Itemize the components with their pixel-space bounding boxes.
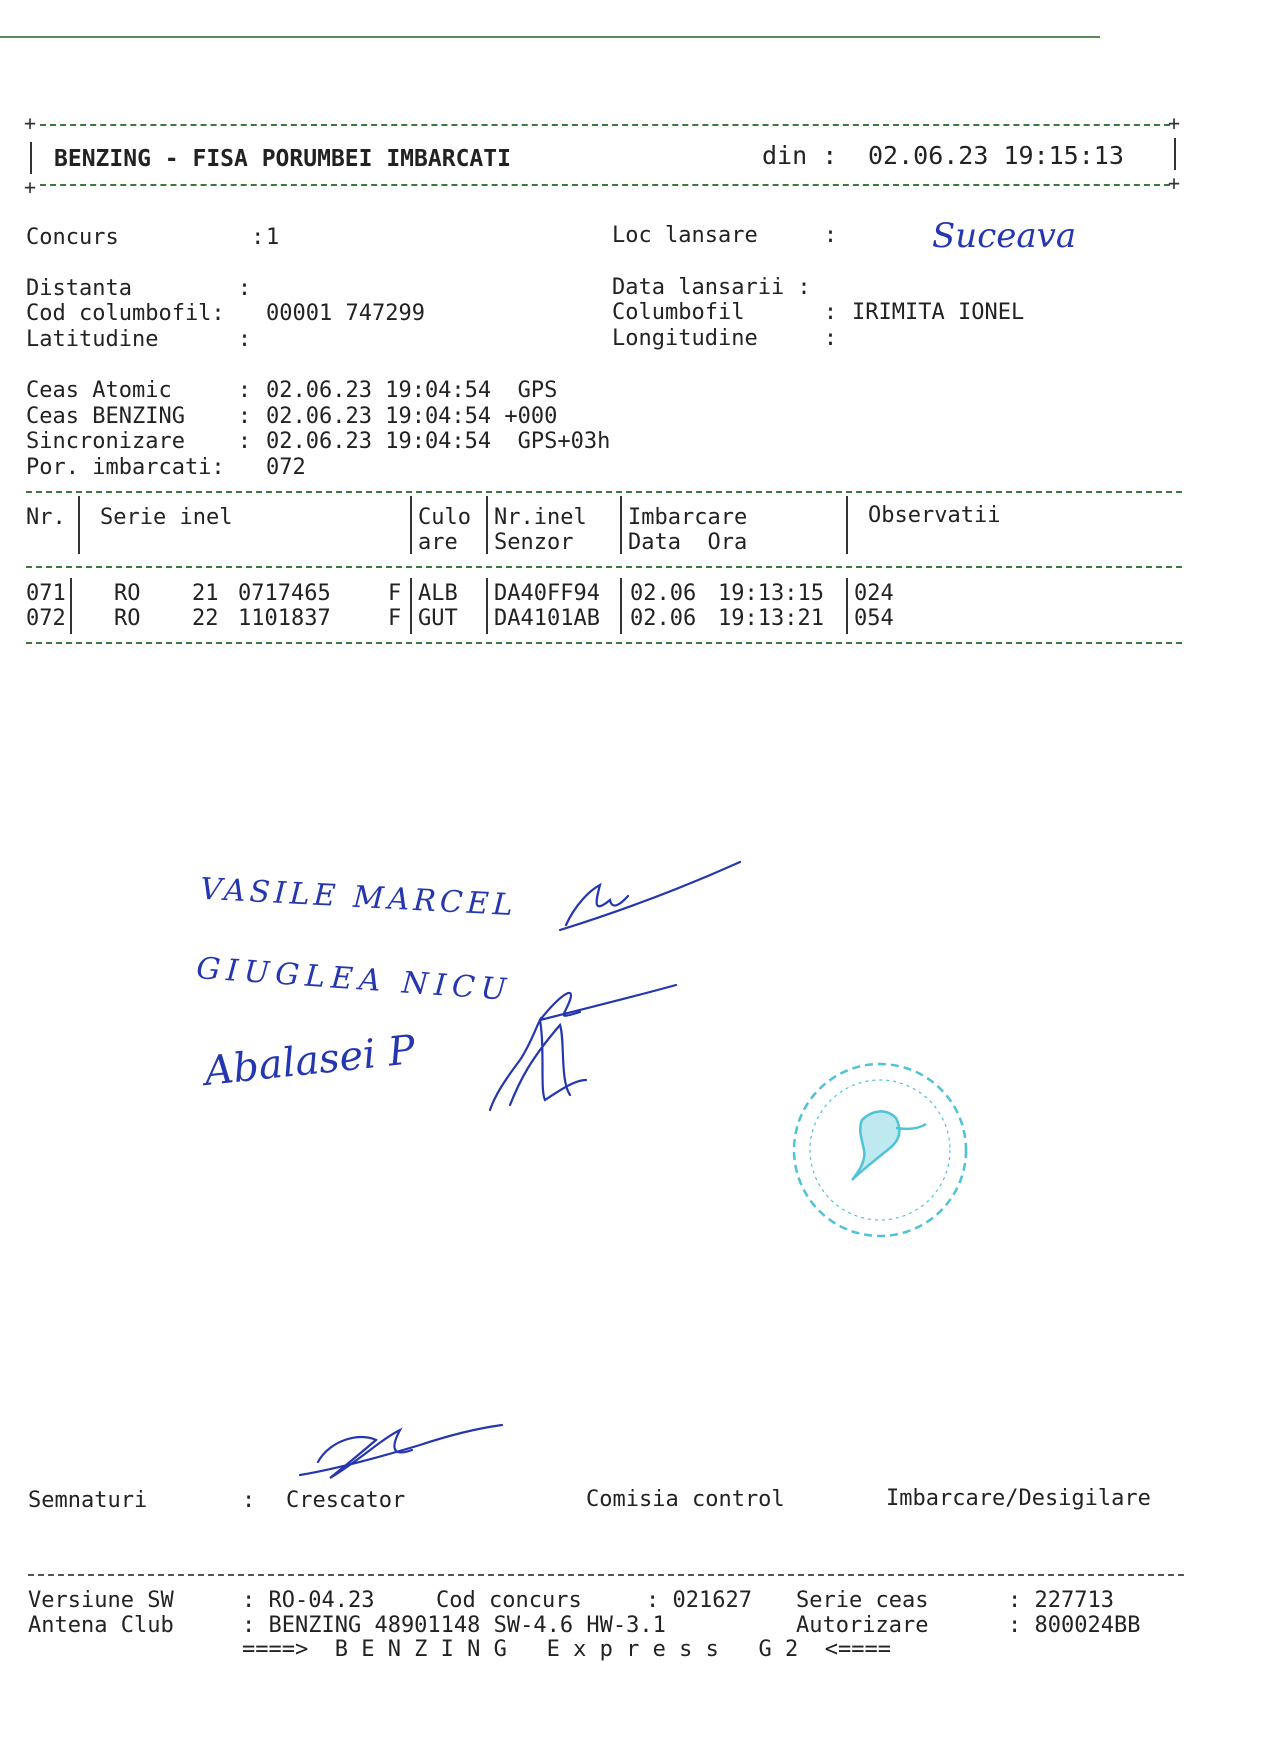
form-title: BENZING - FISA PORUMBEI IMBARCATI	[54, 146, 511, 172]
stamp-mark	[794, 1064, 966, 1236]
clock-label: Por. imbarcati:	[26, 455, 225, 480]
cell-sex: F	[388, 606, 402, 631]
imbarcare-desigilare-label: Imbarcare/Desigilare	[886, 1486, 1151, 1511]
th-serie-inel: Serie inel	[100, 505, 233, 530]
data-lansarii-label: Data lansarii :	[612, 275, 811, 300]
th-nr: Nr.	[26, 505, 66, 530]
antena-value: : BENZING 48901148 SW-4.6 HW-3.1	[242, 1613, 666, 1638]
cell-sensor: DA4101AB	[494, 606, 600, 631]
cod-columbofil-label: Cod columbofil:	[26, 301, 225, 326]
header-datetime: 02.06.23 19:15:13	[868, 141, 1124, 170]
th-imbarcare: Imbarcare	[628, 505, 748, 530]
cell-date: 02.06	[630, 606, 697, 631]
clock-value: 02.06.23 19:04:54 GPS	[266, 378, 558, 403]
crescator-label: Crescator	[286, 1488, 406, 1513]
cell-sensor: DA40FF94	[494, 581, 600, 606]
clock-label: Sincronizare :	[26, 429, 252, 454]
cod-concurs-label: Cod concurs	[436, 1588, 582, 1613]
clock-value: 072	[266, 455, 306, 480]
cell-ring: 1101837	[238, 606, 331, 631]
corner-mark: +	[1168, 171, 1181, 195]
cell-year: 21	[192, 581, 219, 606]
th-culoare-2: are	[418, 530, 458, 555]
serie-ceas-value: : 227713	[1008, 1588, 1114, 1613]
semnaturi-label: Semnaturi	[28, 1488, 148, 1513]
din-label: din :	[762, 141, 838, 170]
semnaturi-colon: :	[242, 1488, 256, 1513]
antena-label: Antena Club	[28, 1613, 174, 1638]
versiune-value: : RO-04.23	[242, 1588, 375, 1613]
corner-mark: +	[24, 111, 37, 135]
cell-sex: F	[388, 581, 402, 606]
th-observatii: Observatii	[868, 503, 1001, 528]
corner-mark: +	[24, 175, 37, 199]
cell-color: ALB	[418, 581, 458, 606]
cell-obs: 054	[854, 606, 894, 631]
cell-country: RO	[114, 606, 141, 631]
th-senzor: Senzor	[494, 530, 574, 555]
loc-lansare-value: Suceava	[932, 216, 1077, 256]
signature-stroke	[540, 985, 676, 1020]
cod-columbofil-value: 00001 747299	[266, 301, 425, 326]
columbofil-label: Columbofil :	[612, 300, 838, 325]
columbofil-value: IRIMITA IONEL	[852, 300, 1025, 325]
cell-nr: 071	[26, 581, 66, 606]
longitudine-label: Longitudine :	[612, 326, 838, 351]
cell-country: RO	[114, 581, 141, 606]
concurs-label: Concurs :	[26, 225, 265, 250]
signature-stroke	[560, 862, 740, 930]
serie-ceas-label: Serie ceas	[796, 1588, 929, 1613]
latitudine-label: Latitudine :	[26, 327, 252, 352]
footer-banner: ====> B E N Z I N G E x p r e s s G 2 <====	[242, 1637, 892, 1662]
clock-value: 02.06.23 19:04:54 +000	[266, 404, 558, 429]
cod-concurs-value: : 021627	[646, 1588, 752, 1613]
comisia-control-label: Comisia control	[586, 1487, 785, 1512]
autorizare-value: : 800024BB	[1008, 1613, 1141, 1638]
handwritten-name: Abalasei P	[202, 1027, 418, 1095]
concurs-value: 1	[266, 225, 280, 250]
cell-time: 19:13:15	[718, 581, 824, 606]
cell-nr: 072	[26, 606, 66, 631]
th-data-ora: Data Ora	[628, 530, 748, 555]
clock-value: 02.06.23 19:04:54 GPS+03h	[266, 429, 611, 454]
cell-date: 02.06	[630, 581, 697, 606]
cell-year: 22	[192, 606, 219, 631]
cell-ring: 0717465	[238, 581, 331, 606]
loc-lansare-label: Loc lansare :	[612, 223, 838, 248]
footer-rule	[28, 1574, 1184, 1576]
cell-obs: 024	[854, 581, 894, 606]
clock-label: Ceas Atomic :	[26, 378, 252, 403]
cell-color: GUT	[418, 606, 458, 631]
th-culoare: Culo	[418, 505, 471, 530]
signature-stroke	[300, 1425, 502, 1478]
autorizare-label: Autorizare	[796, 1613, 929, 1638]
versiune-label: Versiune SW	[28, 1588, 174, 1613]
corner-mark: +	[1168, 111, 1181, 135]
cell-time: 19:13:21	[718, 606, 824, 631]
signature-stroke	[490, 1020, 586, 1110]
clock-label: Ceas BENZING :	[26, 404, 252, 429]
distanta-label: Distanta :	[26, 276, 252, 301]
handwritten-name: GIUGLEA NICU	[195, 951, 514, 1008]
th-nr-inel: Nr.inel	[494, 505, 587, 530]
handwritten-name: VASILE MARCEL	[199, 871, 518, 924]
